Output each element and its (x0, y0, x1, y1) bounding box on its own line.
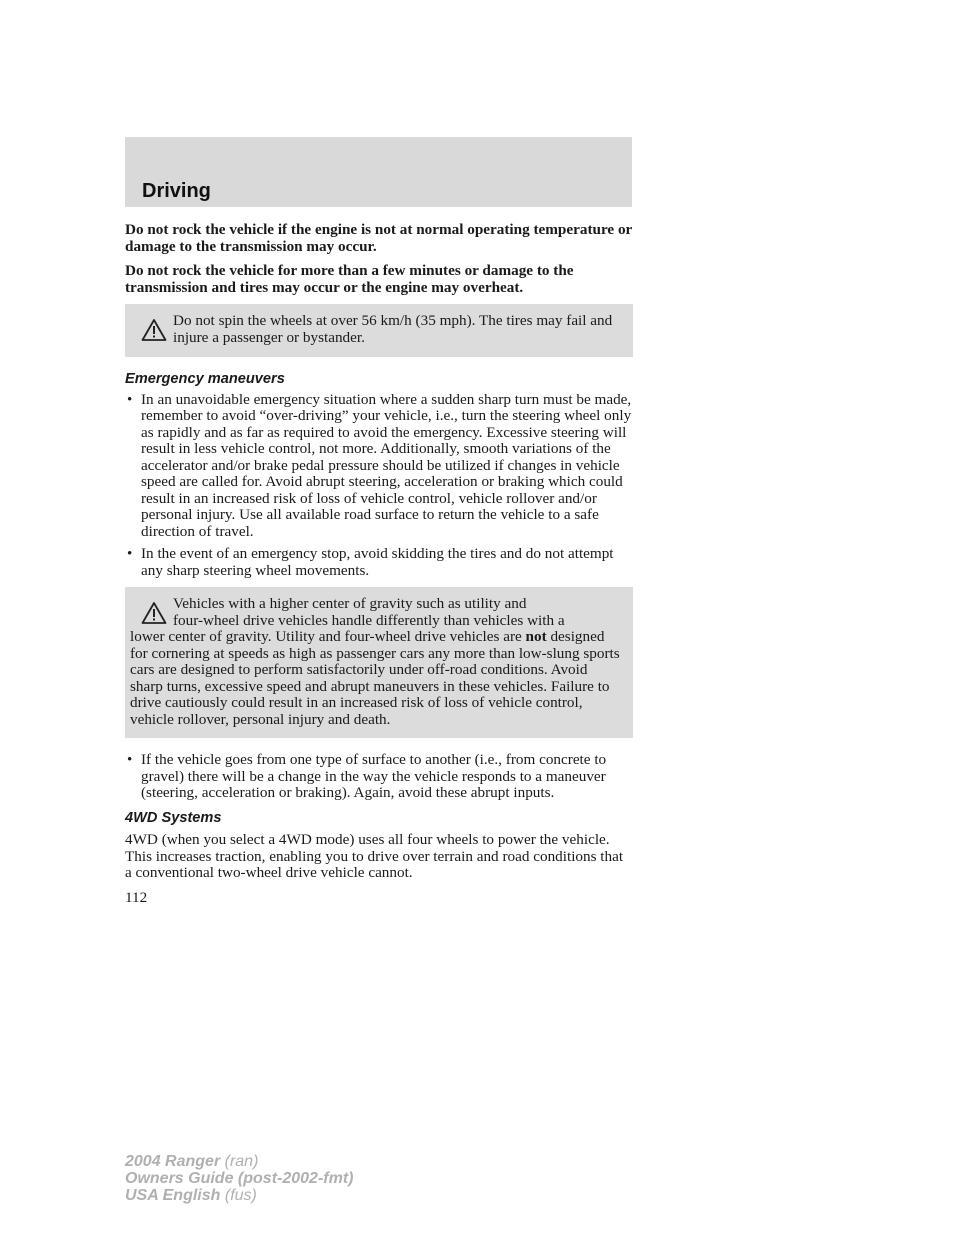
footer-model-code: (ran) (224, 1153, 259, 1170)
footer-language: USA English (125, 1187, 221, 1204)
footer-guide: Owners Guide (post-2002-fmt) (125, 1170, 354, 1187)
footer-language-code: (fus) (224, 1187, 257, 1204)
warning-box-spin (125, 304, 633, 357)
caution-paragraph-2: Do not rock the vehicle for more than a few minutes or damage to the transmission and tires may occur or the engine may overheat. (125, 262, 574, 296)
list-item (125, 392, 633, 541)
warning-first-line: Vehicles with a higher center of gravity such as utility and (173, 595, 527, 612)
emergency-bullet-list (125, 392, 633, 580)
warning-emphasis: not (525, 628, 547, 645)
list-item-text: In the event of an emergency stop, avoid skidding the tires and do not attempt any sharp steering wheel movements. (141, 545, 614, 579)
warning-body (130, 629, 621, 728)
surface-bullet-list (125, 752, 633, 802)
caution-paragraph-1: Do not rock the vehicle if the engine is not at normal operating temperature or damage to the transmission may occur. (125, 221, 633, 255)
warning-text-before: lower center of gravity. Utility and four-wheel drive vehicles are (130, 628, 526, 645)
footer-line-3 (125, 1187, 353, 1204)
list-item-text: In an unavoidable emergency situation where a sudden sharp turn must be made, remember to avoid “over-driving” your vehicle, i.e., turn the steering wheel only as rapidly and as far as required to avoid the emergency. Excessive steering will result in less vehicle control, not more. Additionally, smooth variations of the accelerator and/or brake pedal pressure should be utilized if changes in vehicle speed are called for. Avoid abrupt steering, acceleration or braking which could result in an increased risk of loss of vehicle control, vehicle rollover and/or personal injury. Use all available road surface to return the vehicle to a safe direction of travel. (141, 390, 632, 540)
list-item-text: If the vehicle goes from one type of surface to another (i.e., from concrete to gravel) there will be a change in the way the vehicle responds to a maneuver (steering, acceleration or braking). Again, avoid these abrupt inputs. (141, 751, 607, 801)
warning-box-center-of-gravity (125, 587, 633, 738)
emergency-maneuvers-heading: Emergency maneuvers (125, 371, 285, 387)
list-item (125, 752, 633, 802)
footer-line-2 (125, 1170, 353, 1187)
list-item (125, 546, 633, 579)
section-title: Driving (142, 180, 211, 202)
bullet-symbol: • (127, 390, 133, 408)
section-header (125, 137, 632, 207)
document-footer (125, 1153, 353, 1204)
footer-line-1 (125, 1153, 353, 1170)
page-number: 112 (125, 888, 148, 906)
warning-text: Do not spin the wheels at over 56 km/h (35 mph). The tires may fail and injure a passenger or bystander. (173, 312, 613, 346)
4wd-paragraph: 4WD (when you select a 4WD mode) uses all four wheels to power the vehicle. This increases traction, enabling you to drive over terrain and road conditions that a conventional two-wheel drive vehicle cannot. (125, 831, 624, 881)
warning-second-line: four-wheel drive vehicles handle differently than vehicles with a (173, 611, 565, 629)
bullet-symbol: • (127, 751, 133, 768)
page-content (125, 222, 633, 906)
warning-triangle-icon (141, 601, 167, 625)
warning-text-after: designed for cornering at speeds as high as passenger cars any more than low-slung sports cars are designed to perform satisfactorily under off-road conditions. Avoid sharp turns, excessive speed and abrupt maneuvers in these vehicles. Failure to drive cautiously could result in an increased risk of loss of vehicle control, vehicle rollover, personal injury and death. (130, 628, 620, 728)
footer-model: 2004 Ranger (125, 1153, 221, 1170)
warning-triangle-icon (141, 318, 167, 342)
4wd-systems-heading: 4WD Systems (125, 809, 222, 826)
bullet-symbol: • (127, 545, 133, 562)
